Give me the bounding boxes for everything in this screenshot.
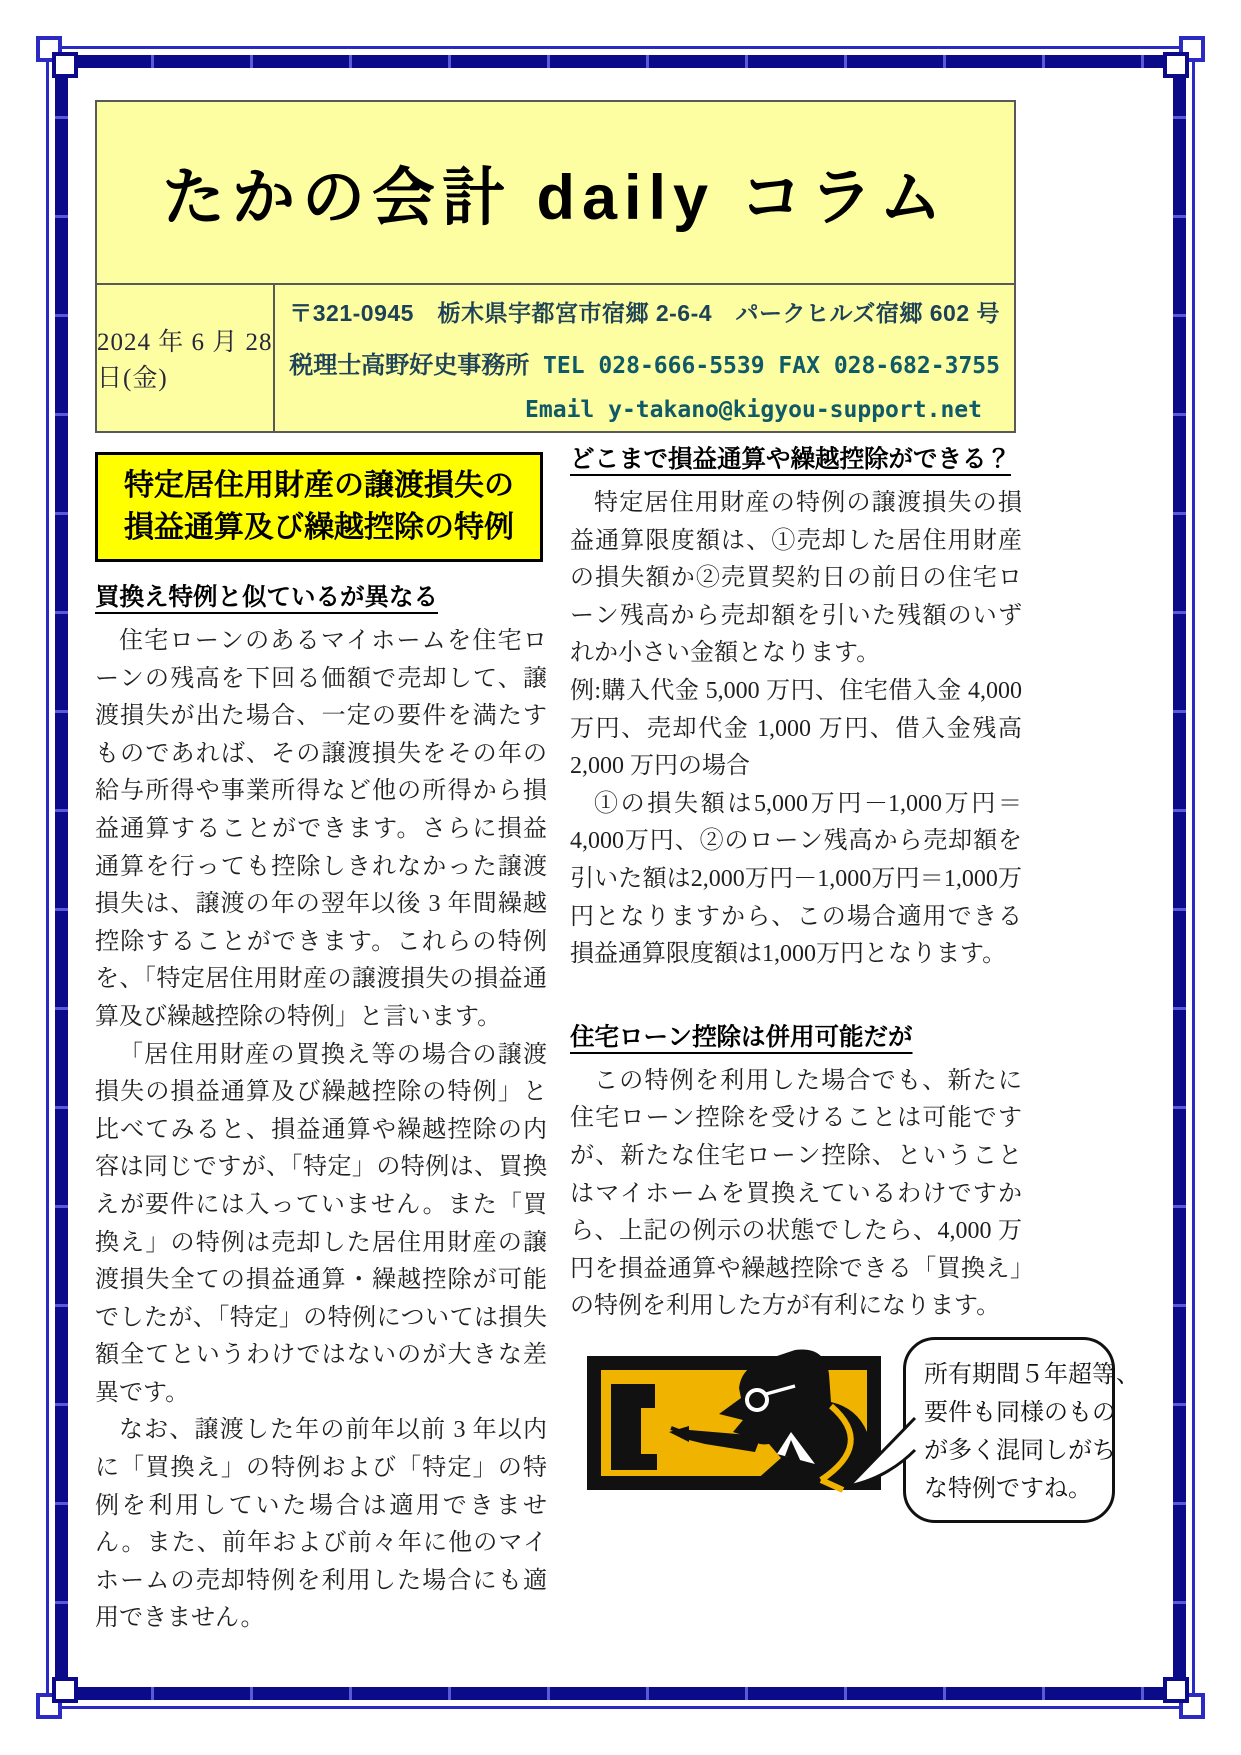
paragraph: 特定居住用財産の特例の譲渡損失の損益通算限度額は、①売却した居住用財産の損失額か②売買契約日の前日の住宅ローン残高から売却額を引いた残額のいずれか小さい金額となります。 [570, 490, 1022, 667]
speech-line: が多く混同しがち [924, 1437, 1116, 1464]
tel-fax: TEL 028-666-5539 FAX 028-682-3755 [543, 353, 1000, 379]
page-border-band-left [55, 55, 68, 1700]
article-column-left [95, 578, 547, 1638]
paragraph: 「居住用財産の買換え等の場合の譲渡損失の損益通算及び繰越控除の特例」と比べてみると、損益通算や繰越控除の内容は同じですが、「特定」の特例は、買換えが要件には入っていません。また「買換え」の特例は売却した居住用財産の譲渡損失全ての損益通算・繰越控除が可能でしたが、「特定」の特例については損失額全てというわけではないのが大きな差異です。 [95, 1041, 547, 1406]
lead-headline-box [95, 452, 543, 562]
border-corner-top-right [1155, 36, 1205, 86]
lead-headline-line2: 損益通算及び繰越控除の特例 [124, 511, 514, 544]
office-email: Email y-takano@kigyou-support.net [525, 397, 982, 423]
office-name: 税理士高野好史事務所 [289, 352, 530, 379]
article-column-right [570, 440, 1022, 1326]
paragraph: なお、譲渡した年の前年以前 3 年以内に「買換え」の特例および「特定」の特例を利用していた場合は適用できません。また、前年および前々年に他のマイホームの売却特例を利用した場合にも適用できません。 [95, 1417, 547, 1632]
paragraph: この特例を利用した場合でも、新たに住宅ローン控除を受けることは可能ですが、新たな住宅ローン控除、ということはマイホームを買換えているわけですから、上記の例示の状態でしたら、4,000 万円を損益通算や繰越控除できる「買換え」の特例を利用した方が有利になります。 [570, 1067, 1022, 1320]
border-corner-top-left [36, 36, 86, 86]
office-line [289, 345, 1000, 380]
speech-line: な特例ですね。 [924, 1475, 1092, 1502]
speech-bubble [903, 1337, 1140, 1523]
paragraph: 住宅ローンのあるマイホームを住宅ローンの残高を下回る価額で売却して、譲渡損失が出た場合、一定の要件を満たすものであれば、その譲渡損失をその年の給与所得や事業所得など他の所得から損益通算することができます。さらに損益通算を行っても控除しきれなかった譲渡損失は、譲渡の年の翌年以後 3 年間繰越控除することができます。これらの特例を、「特定居住用財産の譲渡損失の損益通算及び繰越控除の特例」と言います。 [95, 628, 547, 1030]
paragraph-calculation: ①の損失額は5,000万円－1,000万円＝4,000万円、②のローン残高から売却額を引いた額は2,000万円－1,000万円＝1,000万円となりますから、この場合適用できる損益通算限度額は1,000万円となります。 [570, 790, 1022, 968]
masthead-contact-row [97, 285, 1014, 431]
border-corner-bottom-right [1155, 1669, 1205, 1719]
office-contact-info [275, 285, 1014, 431]
section-heading-loan-deduction: 住宅ローン控除は併用可能だが [570, 1023, 913, 1051]
office-address: 〒321-0945 栃木県宇都宮市宿郷 2-6-4 パークヒルズ宿郷 602 号 [289, 300, 1000, 326]
lead-headline-line1: 特定居住用財産の譲渡損失の [124, 469, 514, 502]
speech-line: 要件も同様のもの [924, 1399, 1116, 1426]
masthead [95, 100, 1016, 433]
section-heading-difference: 買換え特例と似ているが異なる [95, 584, 438, 611]
masthead-title-cell [97, 102, 1014, 285]
newsletter-title: たかの会計 daily コラム [162, 163, 949, 233]
section-heading-limit: どこまで損益通算や繰越控除ができる？ [570, 446, 1011, 473]
page-border-band-right [1173, 55, 1186, 1700]
page-border-band-top [55, 55, 1186, 68]
paragraph-example: 例:購入代金 5,000 万円、住宅借入金 4,000 万円、売却代金 1,000 万円、借入金残高 2,000 万円の場合 [570, 677, 1022, 780]
page-border-band-bottom [55, 1687, 1186, 1700]
speech-bubble-tail [845, 1412, 917, 1492]
border-corner-bottom-left [36, 1669, 86, 1719]
speech-line: 所有期間５年超等、 [924, 1361, 1140, 1388]
issue-date: 2024 年 6 月 28 日(金) [97, 285, 275, 431]
